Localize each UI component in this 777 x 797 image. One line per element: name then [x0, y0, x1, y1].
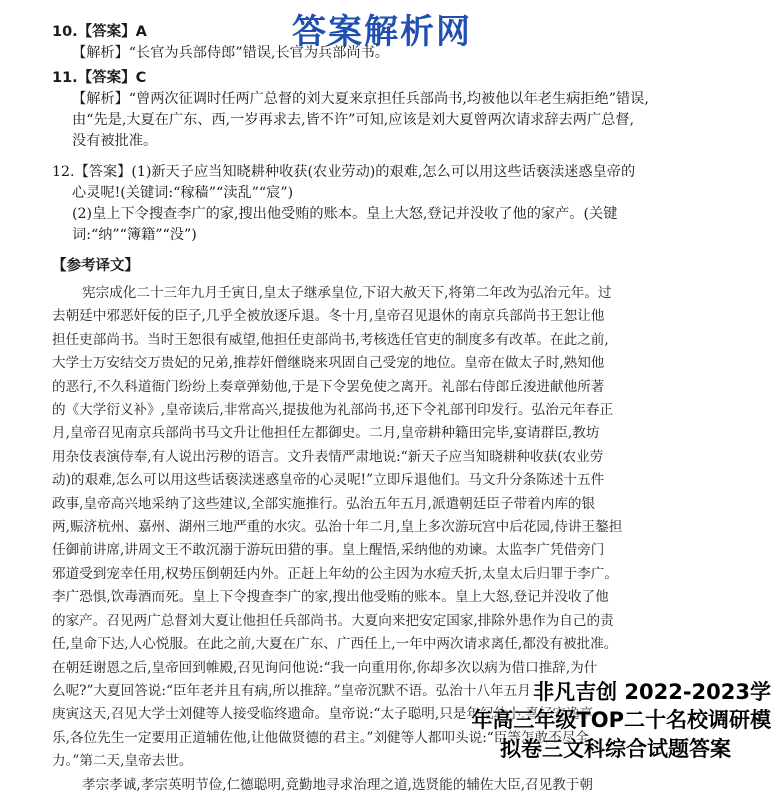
q11-analysis-line: 由“先是,大夏在广东、西,一岁再求去,皆不许”可知,应该是刘大夏曾两次请求辞去两广总督,	[72, 112, 634, 128]
overlay-title-line: 非凡吉创 2022-2023学	[533, 680, 771, 704]
translation-line: 孝宗孝诚,孝宗英明节俭,仁德聪明,竟勤地寻求治理之道,选贤能的辅佐大臣,召见教于朝	[82, 776, 593, 793]
q12-answer-line: 12.【答案】(1)新天子应当知晓耕种收获(农业劳动)的艰难,怎么可以用这些话亵渎迷惑皇帝的	[52, 164, 636, 180]
translation-line: 任御前讲席,讲周文王不敢沉溺于游玩田猎的事。皇上醒悟,采纳他的劝谏。太监李广凭借旁门	[52, 542, 605, 559]
translation-line: 政事,皇帝高兴地采纳了这些建议,全部实施推行。弘治五年五月,派遣朝廷臣子带着内库的银	[52, 495, 596, 512]
translation-line: 两,赈济杭州、嘉州、湖州三地严重的水灾。弘治十年二月,皇上多次游玩宫中后花园,侍讲王鏊担	[52, 519, 623, 536]
q12-part2-line: 词:“纳”“簿籍”“没”)	[72, 227, 197, 243]
translation-line: 力。”第二天,皇帝去世。	[52, 753, 193, 770]
translation-line: 的家产。召见两广总督刘大夏让他担任兵部尚书。大夏向来把安定国家,排除外患作为自己的责	[52, 612, 614, 629]
question-11	[52, 68, 764, 152]
translation-line: 大学士万安结交万贵妃的兄弟,推荐奸僧继晓来巩固自己受宠的地位。皇帝在做太子时,熟知他	[52, 355, 605, 372]
translation-line: 月,皇帝召见南京兵部尚书马文升让他担任左都御史。二月,皇帝耕种籍田完毕,宴请群臣,教坊	[52, 425, 600, 442]
translation-line: 的恶行,不久科道衙门纷纷上奏章弹劾他,于是下令罢免使之离开。礼部右侍郎丘浚进献他所著	[52, 378, 605, 395]
question-10	[52, 22, 764, 64]
q11-analysis-line: 【解析】“曾两次征调时任两广总督的刘大夏来京担任兵部尚书,均被他以年老生病拒绝”错误,	[72, 91, 649, 107]
q11-answer: 11.【答案】C	[52, 70, 147, 86]
translation-line: 乐,各位先生一定要用正道辅佐他,让他做贤德的君主。”刘健等人都叩头说:“臣等怎敢不尽全	[52, 729, 589, 746]
translation-line: 任,皇命下达,人心悦服。在此之前,大夏在广东、广西任上,一年中两次请求离任,都没有被批准。	[52, 636, 618, 653]
translation-line: 在朝廷谢恩之后,皇帝回到帷殿,召见询问他说:“我一向重用你,你却多次以病为借口推辞,为什	[52, 659, 598, 676]
translation-line: 么呢?”大夏回答说:“臣年老并且有病,所以推辞。”皇帝沉默不语。弘治十八年五月	[52, 682, 531, 699]
translation-line: 用杂伎表演侍奉,有人说出污秽的语言。文升表情严肃地说:“新天子应当知晓耕种收获(农业劳	[52, 448, 604, 465]
q12-answer-line: 心灵呢!(关键词:“稼穑”“渎乱”“宸”)	[72, 185, 294, 201]
q12-part2-line: (2)皇上下令搜查李广的家,搜出他受贿的账本。皇上大怒,登记并没收了他的家产。(关键	[72, 206, 618, 222]
watermark-logo: 答案解析网	[292, 12, 472, 52]
translation-line: 宪宗成化二十三年九月壬寅日,皇太子继承皇位,下诏大赦天下,将第二年改为弘治元年。过	[82, 285, 612, 301]
translation-line: 邪道受到宠幸任用,权势压倒朝廷内外。正赶上年幼的公主因为水痘夭折,太皇太后归罪于李广。	[52, 565, 618, 582]
q10-analysis: 【解析】“长官为兵部侍郎”错误,长官为兵部尚书。	[72, 45, 389, 61]
translation-line: 庚寅这天,召见大学士刘健等人接受临终遗命。皇帝说:“太子聪明,只是年纪幼小,喜好安逸享	[52, 706, 594, 723]
translation-heading: 【参考译文】	[52, 258, 139, 274]
translation-line: 李广恐惧,饮毒酒而死。皇上下令搜查李广的家,搜出他受贿的账本。皇上大怒,登记并没收了他	[52, 589, 609, 606]
translation-line: 的《大学衍义补》,皇帝读后,非常高兴,提拔他为礼部尚书,还下令礼部刊印发行。弘治元年春正	[52, 402, 614, 419]
overlay-title-line: 年高三年级TOP二十名校调研模	[471, 708, 771, 732]
q10-answer: 10.【答案】A	[52, 24, 147, 40]
q11-analysis-line: 没有被批准。	[72, 133, 158, 149]
question-12	[52, 162, 764, 246]
translation-line: 去朝廷中邪恶奸佞的臣子,几乎全被放逐斥退。冬十月,皇帝召见退休的南京兵部尚书王恕让他	[52, 308, 605, 325]
translation-line: 动)的艰难,怎么可以用这些话亵渎迷惑皇帝的心灵呢!”立即斥退他们。马文升分条陈述十五件	[52, 472, 605, 489]
overlay-title-line: 拟卷三文科综合试题答案	[500, 737, 731, 761]
translation-line: 担任吏部尚书。当时王恕很有威望,他担任吏部尚书,考核选任官吏的制度多有改革。在此之前,	[52, 331, 609, 348]
